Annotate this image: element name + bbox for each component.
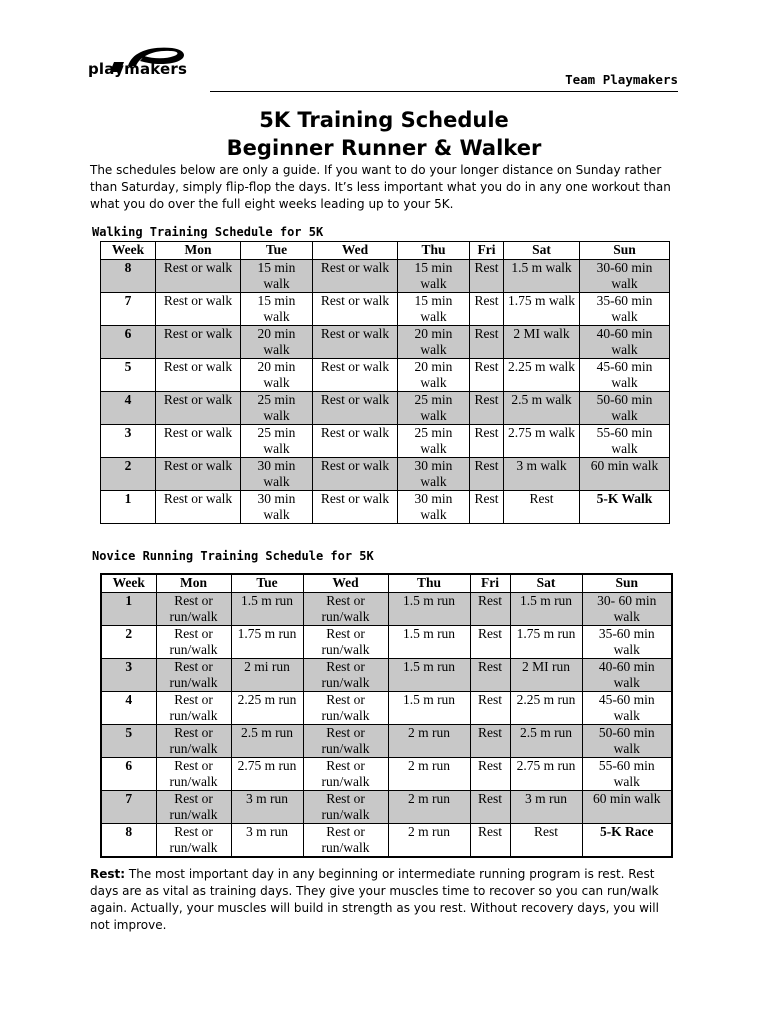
table-cell: Rest xyxy=(470,725,510,758)
table-cell: Rest or run/walk xyxy=(156,692,231,725)
table-cell: Rest or run/walk xyxy=(303,659,388,692)
rest-note-label: Rest: xyxy=(90,867,126,881)
table-cell: Rest or walk xyxy=(313,491,398,524)
table-cell: 2.75 m run xyxy=(510,758,582,791)
table-cell: 2.75 m walk xyxy=(504,425,580,458)
column-header-fri: Fri xyxy=(470,242,504,260)
table-cell: 35-60 min walk xyxy=(580,293,670,326)
table-cell: Rest xyxy=(470,593,510,626)
table-cell: Rest or walk xyxy=(313,326,398,359)
table-cell: 5-K Race xyxy=(582,824,672,858)
table-cell: Rest xyxy=(470,692,510,725)
table-cell: 15 min walk xyxy=(398,293,470,326)
table-cell: 2.5 m run xyxy=(231,725,303,758)
table-cell: 30-60 min walk xyxy=(580,260,670,293)
table-row xyxy=(101,326,670,359)
week-cell: 4 xyxy=(101,392,156,425)
table-cell: 2.25 m run xyxy=(510,692,582,725)
table-row xyxy=(101,626,672,659)
table-cell: Rest or run/walk xyxy=(156,824,231,858)
table-cell: Rest xyxy=(504,491,580,524)
table-cell: Rest or walk xyxy=(156,425,241,458)
table-cell: 3 m walk xyxy=(504,458,580,491)
table-cell: 15 min walk xyxy=(241,293,313,326)
table-cell: Rest or walk xyxy=(313,359,398,392)
column-header-fri: Fri xyxy=(470,574,510,593)
header-rule xyxy=(210,91,678,92)
week-cell: 5 xyxy=(101,359,156,392)
rest-note xyxy=(90,866,680,934)
table-cell: Rest or walk xyxy=(313,425,398,458)
rest-note-text: The most important day in any beginning or intermediate running program is rest. Rest days are as vital as training days. They give your muscles time to recover so you can run/walk again. Actually, your muscles will build in strength as you rest. Without recovery days, you will not improve. xyxy=(90,867,659,932)
table-cell: 15 min walk xyxy=(241,260,313,293)
table-cell: 2 m run xyxy=(388,824,470,858)
column-header-week: Week xyxy=(101,574,156,593)
table-cell: 2 MI run xyxy=(510,659,582,692)
week-cell: 2 xyxy=(101,458,156,491)
column-header-sat: Sat xyxy=(504,242,580,260)
table-cell: 1.75 m walk xyxy=(504,293,580,326)
table-cell: 2 m run xyxy=(388,758,470,791)
table-cell: Rest xyxy=(470,659,510,692)
table-cell: 2.25 m run xyxy=(231,692,303,725)
table-cell: 1.5 m run xyxy=(388,692,470,725)
column-header-mon: Mon xyxy=(156,242,241,260)
column-header-tue: Tue xyxy=(231,574,303,593)
table-cell: 1.5 m run xyxy=(231,593,303,626)
table-cell: 50-60 min walk xyxy=(582,725,672,758)
week-cell: 5 xyxy=(101,725,156,758)
table-cell: Rest or run/walk xyxy=(156,758,231,791)
table-cell: 2 MI walk xyxy=(504,326,580,359)
table-cell: 1.75 m run xyxy=(510,626,582,659)
playmakers-logo xyxy=(88,44,218,88)
week-cell: 3 xyxy=(101,659,156,692)
table-row xyxy=(101,758,672,791)
column-header-sun: Sun xyxy=(580,242,670,260)
week-cell: 1 xyxy=(101,491,156,524)
column-header-week: Week xyxy=(101,242,156,260)
column-header-thu: Thu xyxy=(398,242,470,260)
page-header xyxy=(88,44,678,92)
table-cell: Rest or run/walk xyxy=(156,791,231,824)
table-cell: Rest or walk xyxy=(156,458,241,491)
table-cell: Rest or run/walk xyxy=(156,659,231,692)
table-cell: 2.25 m walk xyxy=(504,359,580,392)
table-cell: 25 min walk xyxy=(241,392,313,425)
team-name: Team Playmakers xyxy=(565,72,678,87)
table-cell: Rest xyxy=(470,824,510,858)
table-cell: 1.5 m run xyxy=(388,593,470,626)
table-cell: 5-K Walk xyxy=(580,491,670,524)
table-cell: Rest or run/walk xyxy=(303,725,388,758)
table-cell: 25 min walk xyxy=(241,425,313,458)
table-cell: Rest or walk xyxy=(156,392,241,425)
table-cell: 2.5 m walk xyxy=(504,392,580,425)
table-cell: 3 m run xyxy=(510,791,582,824)
table-row xyxy=(101,359,670,392)
week-cell: 7 xyxy=(101,293,156,326)
table-cell: 30 min walk xyxy=(398,491,470,524)
table-row xyxy=(101,491,670,524)
table-cell: 45-60 min walk xyxy=(582,692,672,725)
table-cell: Rest or walk xyxy=(313,293,398,326)
table-cell: Rest or walk xyxy=(156,359,241,392)
table-cell: 60 min walk xyxy=(580,458,670,491)
table-row xyxy=(101,425,670,458)
table-row xyxy=(101,692,672,725)
table-row xyxy=(101,293,670,326)
walking-schedule-title: Walking Training Schedule for 5K xyxy=(92,225,324,239)
table-cell: 2 m run xyxy=(388,725,470,758)
table-cell: Rest or run/walk xyxy=(156,725,231,758)
week-cell: 1 xyxy=(101,593,156,626)
week-cell: 6 xyxy=(101,326,156,359)
column-header-sat: Sat xyxy=(510,574,582,593)
table-row xyxy=(101,392,670,425)
column-header-wed: Wed xyxy=(303,574,388,593)
table-cell: Rest xyxy=(470,458,504,491)
week-cell: 3 xyxy=(101,425,156,458)
week-cell: 7 xyxy=(101,791,156,824)
week-cell: 2 xyxy=(101,626,156,659)
table-row xyxy=(101,824,672,858)
table-cell: 30- 60 min walk xyxy=(582,593,672,626)
table-cell: 20 min walk xyxy=(398,326,470,359)
page-subtitle: Beginner Runner & Walker xyxy=(226,136,542,160)
walking-schedule-table xyxy=(100,241,670,524)
table-cell: 2.75 m run xyxy=(231,758,303,791)
table-cell: Rest xyxy=(470,359,504,392)
table-row xyxy=(101,791,672,824)
table-cell: 3 m run xyxy=(231,824,303,858)
table-cell: Rest xyxy=(470,626,510,659)
table-row xyxy=(101,260,670,293)
table-cell: Rest or run/walk xyxy=(303,593,388,626)
table-cell: Rest xyxy=(470,260,504,293)
table-cell: 20 min walk xyxy=(241,359,313,392)
page-title: 5K Training Schedule xyxy=(259,108,509,132)
table-cell: 2 m run xyxy=(388,791,470,824)
table-cell: Rest or run/walk xyxy=(303,626,388,659)
table-row xyxy=(101,458,670,491)
logo-text: playmakers xyxy=(88,60,188,78)
column-header-sun: Sun xyxy=(582,574,672,593)
table-cell: Rest xyxy=(470,326,504,359)
table-cell: Rest or walk xyxy=(156,326,241,359)
table-cell: 40-60 min walk xyxy=(580,326,670,359)
table-cell: Rest xyxy=(470,392,504,425)
table-cell: Rest xyxy=(510,824,582,858)
table-cell: 45-60 min walk xyxy=(580,359,670,392)
table-cell: 3 m run xyxy=(231,791,303,824)
table-cell: 1.5 m run xyxy=(510,593,582,626)
week-cell: 6 xyxy=(101,758,156,791)
table-cell: Rest or walk xyxy=(156,293,241,326)
table-cell: 20 min walk xyxy=(398,359,470,392)
intro-paragraph: The schedules below are only a guide. If you want to do your longer distance on Sunday rather than Saturday, simply flip-flop the days. It’s less important what you do in any one workout than what you do over the full eight weeks leading up to your 5K. xyxy=(90,163,671,211)
running-schedule-title: Novice Running Training Schedule for 5K xyxy=(92,549,374,563)
table-cell: Rest or walk xyxy=(313,392,398,425)
column-header-mon: Mon xyxy=(156,574,231,593)
table-cell: 35-60 min walk xyxy=(582,626,672,659)
table-cell: 2 mi run xyxy=(231,659,303,692)
table-cell: 2.5 m run xyxy=(510,725,582,758)
table-cell: 30 min walk xyxy=(241,491,313,524)
table-cell: Rest xyxy=(470,293,504,326)
table-cell: 1.5 m run xyxy=(388,626,470,659)
table-cell: 25 min walk xyxy=(398,392,470,425)
table-cell: 30 min walk xyxy=(241,458,313,491)
table-cell: 55-60 min walk xyxy=(580,425,670,458)
table-cell: 40-60 min walk xyxy=(582,659,672,692)
table-cell: Rest xyxy=(470,491,504,524)
table-cell: 25 min walk xyxy=(398,425,470,458)
table-row xyxy=(101,725,672,758)
table-cell: Rest or run/walk xyxy=(156,593,231,626)
week-cell: 4 xyxy=(101,692,156,725)
table-row xyxy=(101,659,672,692)
table-cell: Rest or walk xyxy=(313,260,398,293)
table-cell: Rest or walk xyxy=(313,458,398,491)
table-cell: Rest or run/walk xyxy=(156,626,231,659)
table-cell: Rest or run/walk xyxy=(303,791,388,824)
table-cell: 30 min walk xyxy=(398,458,470,491)
table-cell: 50-60 min walk xyxy=(580,392,670,425)
table-cell: Rest xyxy=(470,425,504,458)
column-header-thu: Thu xyxy=(388,574,470,593)
table-cell: 1.5 m run xyxy=(388,659,470,692)
table-cell: 20 min walk xyxy=(241,326,313,359)
table-cell: Rest xyxy=(470,758,510,791)
table-cell: Rest or run/walk xyxy=(303,758,388,791)
table-cell: Rest or run/walk xyxy=(303,824,388,858)
column-header-tue: Tue xyxy=(241,242,313,260)
table-cell: 1.5 m walk xyxy=(504,260,580,293)
week-cell: 8 xyxy=(101,824,156,858)
table-cell: Rest or run/walk xyxy=(303,692,388,725)
table-cell: 55-60 min walk xyxy=(582,758,672,791)
table-cell: Rest or walk xyxy=(156,491,241,524)
running-schedule-table xyxy=(100,573,673,858)
table-cell: 1.75 m run xyxy=(231,626,303,659)
week-cell: 8 xyxy=(101,260,156,293)
table-cell: 15 min walk xyxy=(398,260,470,293)
table-cell: Rest xyxy=(470,791,510,824)
column-header-wed: Wed xyxy=(313,242,398,260)
table-cell: 60 min walk xyxy=(582,791,672,824)
table-cell: Rest or walk xyxy=(156,260,241,293)
table-row xyxy=(101,593,672,626)
